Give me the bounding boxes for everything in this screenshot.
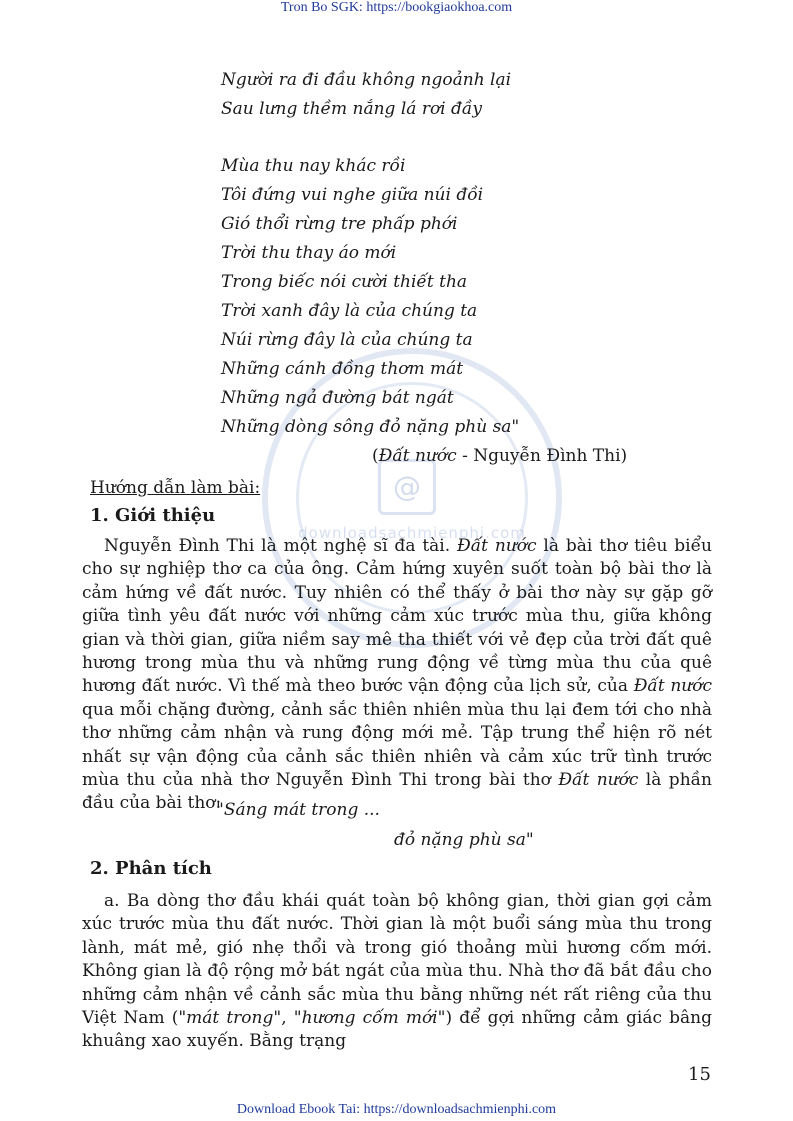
text-run: Nguyễn Đình Thi là một nghệ sĩ đa tài.: [104, 536, 458, 556]
attribution-author: - Nguyễn Đình Thi): [456, 446, 628, 466]
work-title: Đất nước: [558, 770, 639, 791]
guide-label: Hướng dẫn làm bài:: [90, 478, 261, 498]
poem-stanza-2: [221, 152, 519, 442]
quoted-phrase: mát trong: [186, 1008, 274, 1029]
text-run: a. Ba dòng thơ đầu khái quát toàn bộ không gian, thời gian gợi cảm xúc trước mùa thu đất nước. Thời gian là một buổi sáng mùa thu trong lành, mát mẻ, gió nhẹ thổi và trong gió thoảng mùi hương cốm mới. Không gian là độ rộng mở bát ngát của mùa thu. Nhà thơ đã bắt đầu cho những cảm nhận về cảnh sắc mùa thu bằng những nét rất riêng của thu Việt Nam (": [82, 891, 712, 1029]
work-title: Đất nước: [457, 536, 537, 556]
poem-line: Trời xanh đây là của chúng ta: [221, 301, 478, 321]
poem-line: Trời thu thay áo mới: [221, 243, 397, 263]
footer-link[interactable]: Download Ebook Tai: https://downloadsachmienphi.com: [236, 1102, 557, 1117]
quoted-phrase: hương cốm mới: [301, 1008, 438, 1029]
section-heading-analysis: 2. Phân tích: [90, 858, 212, 879]
poem-line: Những cánh đồng thơm mát: [221, 359, 464, 379]
text-run: là phần đầu của bài thơ:: [82, 770, 713, 814]
text-run: ") để gợi những cảm giác bâng khuâng xao xuyến. Bằng trạng: [82, 1008, 713, 1052]
book-icon: @: [378, 459, 436, 515]
text-run: là bài thơ tiêu biểu cho sự nghiệp thơ ca của ông. Cảm hứng xuyên suốt toàn bộ bài thơ là cảm hứng về đất nước. Tuy nhiên có thể thấy ở bài thơ này sự gặp gỡ giữa tình yêu đất nước với những cảm xúc trước mùa thu, giữa không gian và thời gian, giữa niềm say mê tha thiết với vẻ đẹp của trời đất quê hương trong mùa thu và những rung động về từng mùa thu của quê hương đất nước. Vì thế mà theo bước vận động của lịch sử, của: [82, 536, 713, 697]
text-run: qua mỗi chặng đường, cảnh sắc thiên nhiên mùa thu lại đem tới cho nhà thơ những cảm nhận và rung động mới mẻ. Tập trung thể hiện rõ nét nhất sự vận động của cảnh sắc thiên nhiên và cảm xúc trữ tình trước mùa thu của nhà thơ Nguyễn Đình Thi trong bài thơ: [82, 699, 712, 791]
intro-paragraph: [82, 535, 712, 816]
quote-end: đỏ nặng phù sa": [394, 830, 534, 850]
poem-line: Những dòng sông đỏ nặng phù sa": [221, 417, 520, 437]
poem-line: Tôi đứng vui nghe giữa núi đồi: [221, 185, 484, 205]
poem-line: Người ra đi đầu không ngoảnh lại: [221, 70, 512, 90]
section-heading-intro: 1. Giới thiệu: [90, 505, 216, 526]
header-link[interactable]: Tron Bo SGK: https://bookgiaokhoa.com: [280, 0, 513, 15]
work-title: Đất nước: [633, 676, 712, 697]
poem-line: Trong biếc nói cười thiết tha: [221, 272, 468, 292]
attribution-title: Đất nước: [378, 446, 457, 466]
analysis-paragraph: [82, 890, 712, 1054]
poem-attribution: [372, 446, 627, 466]
poem-line: Gió thổi rừng tre phấp phới: [221, 214, 458, 234]
attribution-open: (: [372, 446, 379, 466]
poem-line: Mùa thu nay khác rồi: [221, 156, 406, 176]
poem-stanza-1: [221, 66, 511, 124]
poem-line: Sau lưng thềm nắng lá rơi đầy: [221, 99, 482, 119]
poem-line: Núi rừng đây là của chúng ta: [221, 330, 473, 350]
page-number: 15: [688, 1064, 711, 1085]
quote-start: "Sáng mát trong ...: [216, 800, 380, 820]
text-run: ", ": [273, 1008, 302, 1029]
watermark-text: downloadsachmienphi.com: [298, 524, 526, 542]
poem-line: Những ngả đường bát ngát: [221, 388, 454, 408]
